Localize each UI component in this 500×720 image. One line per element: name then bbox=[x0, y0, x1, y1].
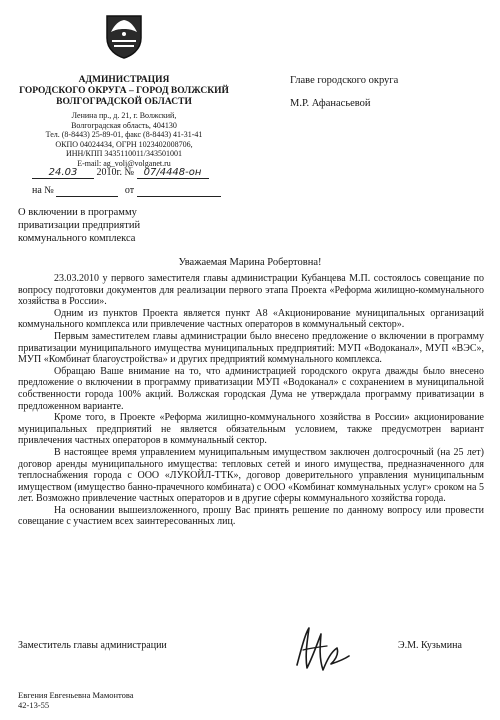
reference-line bbox=[32, 185, 221, 197]
handwritten-signature-icon bbox=[287, 620, 357, 680]
ot-blank bbox=[137, 185, 221, 197]
salutation: Уважаемая Марина Робертовна! bbox=[178, 257, 322, 268]
signatory-name: Э.М. Кузьмина bbox=[398, 640, 462, 651]
ot-label: от bbox=[124, 185, 135, 196]
handwritten-number: 07/4448-он bbox=[137, 167, 209, 179]
executor-name: Евгения Евгеньевна Мамонтова bbox=[18, 690, 134, 700]
year-number-label: 2010г. № bbox=[96, 167, 135, 178]
na-blank bbox=[56, 185, 118, 197]
organization-name: АДМИНИСТРАЦИЯ ГОРОДСКОГО ОКРУГА – ГОРОД ВОЛЖСКИЙ ВОЛГОГРАДСКОЙ ОБЛАСТИ bbox=[19, 75, 229, 107]
recipient-name: М.Р. Афанасьевой bbox=[290, 98, 371, 109]
organization-address: Ленина пр., д. 21, г. Волжский, Волгоградская область, 404130 Тел. (8-8443) 25-89-01, факс (8-8443) 41-31-41 ОКПО 04024434, ОГРН 1023402008706, ИНН/КПП 3435110011/343501001 E-mail: ag_volj@volganet.ru bbox=[45, 111, 203, 168]
body-paragraph: Кроме того, в Проекте «Реформа жилищно-коммунального хозяйства в России» акционирование муниципальных предприятий не является обязательным условием, также предусмотрен вариант привлечения частных операторов в коммунальный сектор. bbox=[18, 412, 484, 447]
recipient-block bbox=[290, 74, 398, 111]
letter-body bbox=[18, 273, 484, 528]
recipient-title: Главе городского округа bbox=[290, 75, 399, 86]
registration-date-line bbox=[32, 167, 209, 179]
body-paragraph: Первым заместителем главы администрации было внесено предложение о включении в программу приватизации муниципального имущества муниципальных предприятий: МУП «Водоканал», МУП «ВЭС», МУП «Комбинат благоустройства» и других предприятий коммунального комплекса. bbox=[18, 330, 484, 366]
executor-phone: 42-13-55 bbox=[18, 700, 50, 710]
letter-subject: О включении в программу приватизации предприятий коммунального комплекса bbox=[18, 207, 141, 244]
body-paragraph: 23.03.2010 у первого заместителя главы администрации Кубанцева М.П. состоялось совещание по вопросу подготовки документов для реализации первого этапа Проекта «Реформа жилищно-коммунального хозяйства в России». bbox=[18, 273, 484, 308]
na-label: на № bbox=[32, 185, 54, 196]
executor-block bbox=[18, 690, 134, 710]
body-paragraph: В настоящее время управлением муниципальным имуществом заключен долгосрочный (на 25 лет) договор аренды муниципального имущества: тепловых сетей и иного имущества, предназначенного для теплоснабжения города с ООО «ЛУКОЙЛ-ТТК», договор доверительного управления муниципальным имуществом (имущество банно-прачечного комбината) с ООО «Комбинат коммунальных услуг» сроком на 5 лет. Возможно привлечение частных операторов и в другие сферы коммунального хозяйства города. bbox=[18, 446, 484, 505]
handwritten-date: 24.03 bbox=[32, 167, 94, 179]
signatory-position: Заместитель главы администрации bbox=[18, 640, 167, 651]
city-coat-of-arms-icon bbox=[103, 12, 145, 60]
body-paragraph: Обращаю Ваше внимание на то, что администрацией городского округа дважды было внесено предложение о включении в программу приватизации МУП «Водоканал» с сохранением в муниципальной собственности города 100% акций. Волжская городская Дума не утверждала программу приватизации в предложенном варианте. bbox=[18, 365, 484, 412]
body-paragraph: На основании вышеизложенного, прошу Вас принять решение по данному вопросу или провести совещание с участием всех заинтересованных лиц. bbox=[18, 504, 484, 528]
body-paragraph: Одним из пунктов Проекта является пункт А8 «Акционирование муниципальных организаций коммунального комплекса или привлечение частных операторов в коммунальный сектор». bbox=[18, 307, 484, 331]
